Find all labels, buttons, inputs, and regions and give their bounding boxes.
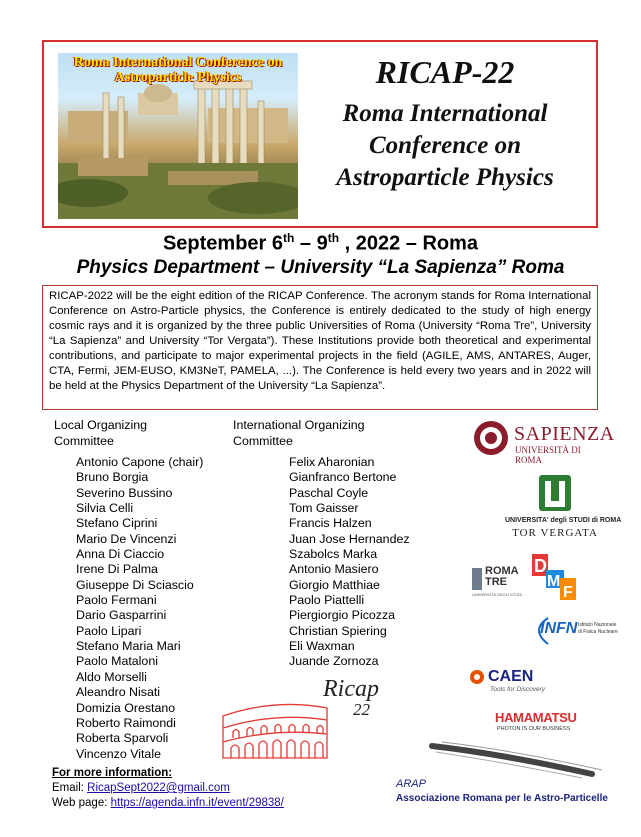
description-text: RICAP-2022 will be the eight edition of the RICAP Conference. The acronym stands for Roma International Conference on Astro-Particle physics, the Conference is entirely dedicated to the study of high energy cosmic rays and it is organized by the three public Universities of Roma (University “Roma Tre”, University “La Sapienza” and University “Tor Vergata”). These Institutions provide both theoretical and experimental contributions, and participate to major experimental projects in the field (AGILE, AMS, ANTARES, Auger, CTA, Fermi, JEM-EUSO, KM3NeT, PAMELA, ...). The Conference is held every two years and in 2022 will be held at the Physics Department of the University “La Sapienza”. [49, 290, 591, 392]
date-end: – 9 [294, 232, 328, 255]
list-item: Francis Halzen [289, 516, 372, 531]
torvergata-line-1: UNIVERSITA' degli STUDI di ROMA [505, 517, 622, 524]
local-committee-label-1: Local Organizing [54, 418, 147, 432]
list-item: Christian Spiering [289, 623, 387, 638]
sapienza-seal-icon [474, 421, 508, 455]
dmf-logo [530, 552, 578, 602]
arap-comet-icon [392, 740, 607, 780]
list-item: Anna Di Ciaccio [76, 547, 165, 562]
date-suffix-1: th [283, 231, 295, 245]
intl-committee-label-1: International Organizing [233, 418, 365, 432]
list-item: Tom Gaisser [289, 501, 359, 516]
intl-committee-label-2: Committee [233, 434, 293, 448]
list-item: Juan Jose Hernandez [289, 531, 410, 546]
list-item: Juande Zornoza [289, 654, 379, 669]
list-item: Antonio Masiero [289, 562, 379, 577]
romatre-logo [472, 565, 528, 601]
list-item: Giuseppe Di Sciascio [76, 577, 194, 592]
hamamatsu-name: HAMAMATSU [495, 710, 577, 725]
international-committee-list [289, 455, 410, 670]
list-item: Paolo Lipari [76, 623, 142, 638]
torvergata-logo [505, 473, 622, 543]
date-start: September 6 [162, 232, 284, 255]
subtitle-line-3: Astroparticle Physics [336, 164, 554, 191]
svg-text:D: D [534, 556, 547, 576]
list-item: Mario De Vincenzi [76, 531, 177, 546]
conference-venue: Physics Department – University “La Sapienza” Roma [76, 257, 565, 278]
info-heading: For more information: [52, 767, 173, 779]
list-item: Paolo Piattelli [289, 593, 365, 608]
list-item: Aldo Morselli [76, 669, 147, 684]
ricap-colosseum-logo [215, 678, 385, 770]
hamamatsu-logo [495, 710, 605, 736]
infn-sub-2: di Fisica Nucleare [578, 629, 618, 635]
romatre-line-3: UNIVERSITÀ DEGLI STUDI [472, 592, 523, 597]
dmf-mark-icon [530, 552, 578, 602]
email-link[interactable]: RicapSept2022@gmail.com [87, 782, 230, 794]
subtitle-line-2: Conference on [368, 132, 522, 159]
romatre-mark-icon [472, 568, 482, 590]
ricap-logo-text: Ricap [323, 676, 379, 702]
list-item: Domizia Orestano [76, 700, 176, 715]
caen-logo [470, 668, 560, 696]
list-item: Dario Gasparrini [76, 608, 167, 623]
international-committee-heading [233, 417, 365, 449]
list-item: Szabolcs Marka [289, 547, 378, 562]
list-item: Giorgio Matthiae [289, 577, 380, 592]
conference-dates [0, 231, 641, 256]
caen-name: CAEN [488, 668, 534, 685]
date-year-city: , 2022 – Roma [339, 232, 479, 255]
list-item: Stefano Maria Mari [76, 639, 181, 654]
local-committee-list [76, 455, 203, 762]
date-suffix-2: th [327, 231, 340, 245]
web-link[interactable]: https://agenda.infn.it/event/29838/ [110, 797, 284, 809]
list-item: Severino Bussino [76, 485, 173, 500]
list-item: Irene Di Palma [76, 562, 158, 577]
local-committee-heading [54, 417, 147, 449]
ricap-logo-year: 22 [353, 700, 370, 719]
arap-logo [392, 740, 608, 804]
arap-full-name: Associazione Romana per le Astro-Particelle [396, 793, 608, 804]
local-committee-label-2: Committee [54, 434, 114, 448]
romatre-line-1: ROMA [485, 565, 519, 577]
sapienza-name: SAPIENZA [514, 423, 615, 445]
list-item: Eli Waxman [289, 639, 355, 654]
caen-mark-icon [470, 670, 484, 684]
torvergata-line-2: TOR VERGATA [512, 527, 598, 539]
subtitle-line-1: Roma International [342, 100, 548, 127]
list-item: Bruno Borgia [76, 470, 149, 485]
conference-title: RICAP-22 [375, 54, 515, 90]
arap-name: ARAP [396, 778, 426, 790]
list-item: Paolo Mataloni [76, 654, 158, 669]
email-label: Email: [52, 782, 88, 794]
list-item: Roberto Raimondi [76, 715, 176, 730]
list-item: Piergiorgio Picozza [289, 608, 396, 623]
infn-name: INFN [540, 620, 578, 637]
infn-sub-1: Istituto Nazionale [578, 622, 617, 628]
roman-forum-photo [58, 53, 298, 219]
list-item: Felix Aharonian [289, 455, 375, 469]
infn-logo [528, 610, 618, 652]
list-item: Silvia Celli [76, 501, 134, 516]
sapienza-subtitle: UNIVERSITÀ DI ROMA [515, 445, 581, 465]
caen-tagline: Tools for Discovery [490, 686, 546, 693]
list-item: Paolo Fermani [76, 593, 157, 608]
list-item: Vincenzo Vitale [76, 746, 161, 761]
svg-text:F: F [563, 584, 573, 601]
list-item: Gianfranco Bertone [289, 470, 397, 485]
list-item: Paschal Coyle [289, 485, 369, 500]
hamamatsu-tagline: PHOTON IS OUR BUSINESS [497, 726, 571, 732]
torvergata-emblem-icon [535, 473, 575, 513]
list-item: Stefano Ciprini [76, 516, 158, 531]
romatre-line-2: TRE [485, 576, 507, 588]
description-box [42, 285, 598, 410]
photo-title: Roma International Conference on Astroparticle Physics [73, 55, 283, 85]
contact-info [52, 766, 284, 811]
list-item: Antonio Capone (chair) [76, 455, 204, 469]
sapienza-logo [472, 419, 615, 465]
web-label: Web page: [52, 797, 111, 809]
list-item: Aleandro Nisati [76, 685, 161, 700]
svg-text:M: M [547, 573, 561, 590]
list-item: Roberta Sparvoli [76, 731, 169, 746]
